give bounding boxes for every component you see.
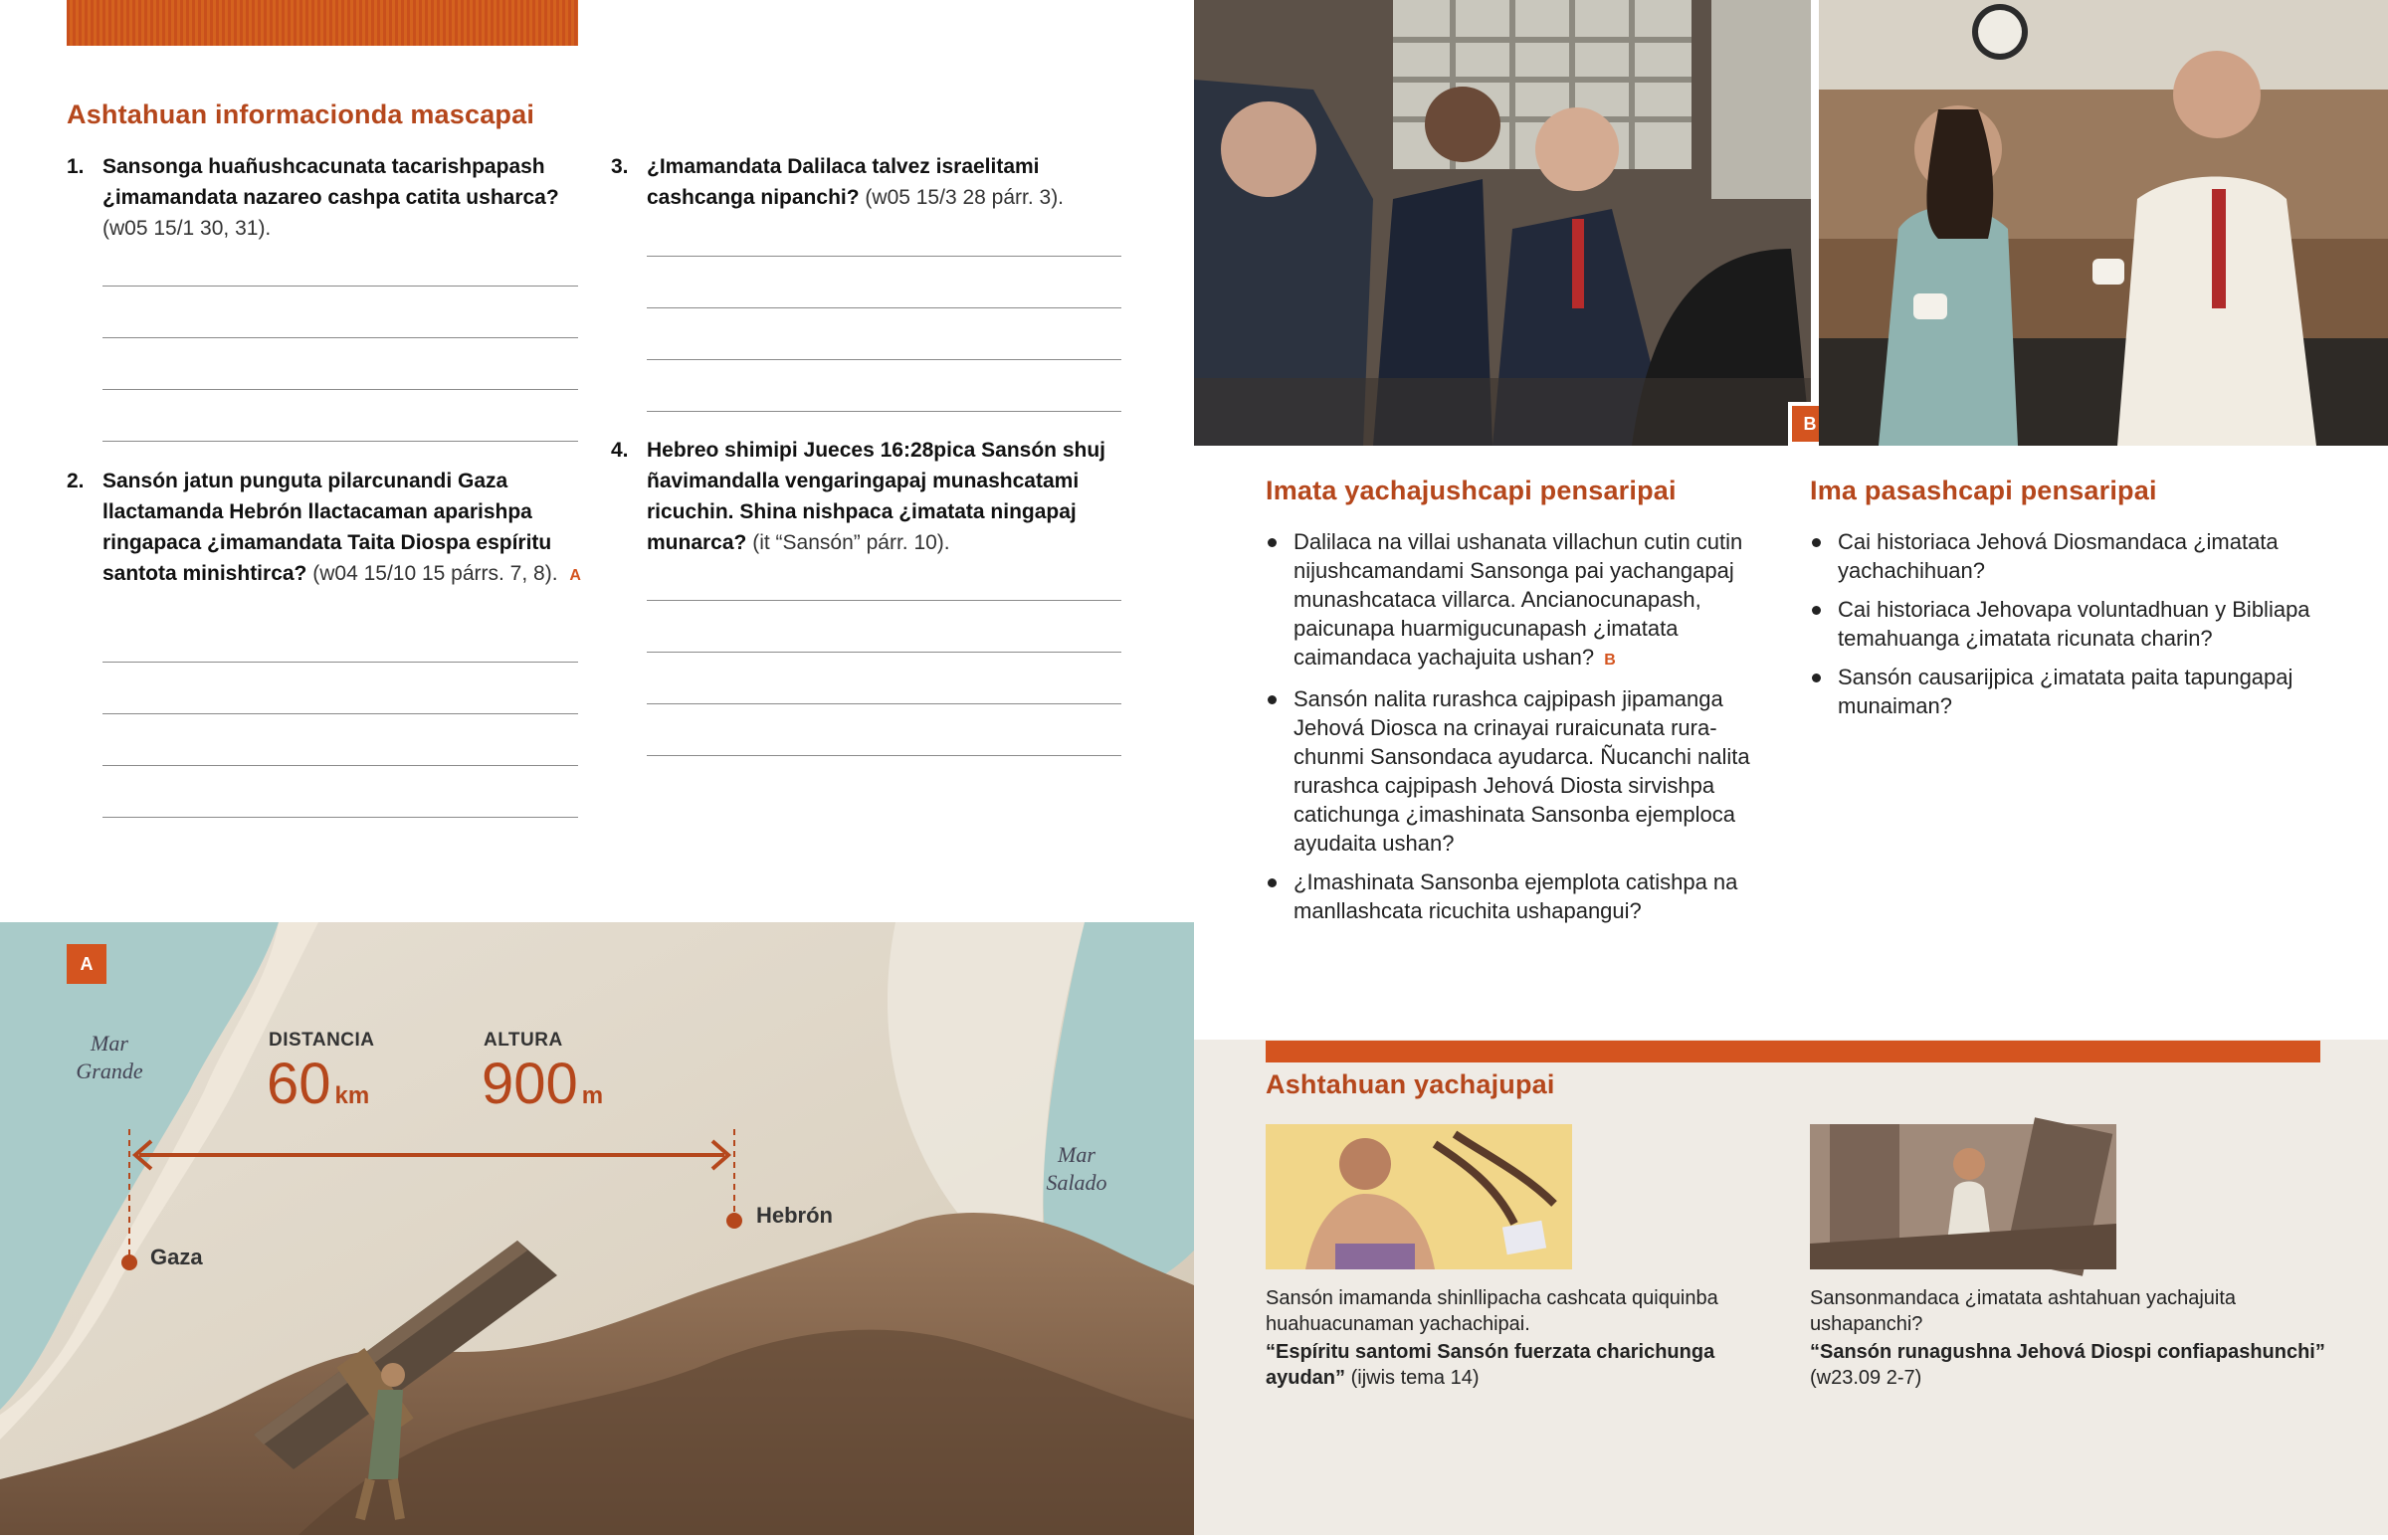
list-item: Cai historiaca Jehovapa voluntadhuan y Bibliapa temahuanga ¿imatata ricunata charin?: [1810, 595, 2327, 653]
answer-line[interactable]: [647, 600, 1121, 601]
altitude-unit: m: [581, 1082, 604, 1109]
figure-ref-badge[interactable]: A: [569, 567, 581, 584]
answer-line[interactable]: [102, 662, 578, 663]
figure-badge-b: B: [1788, 402, 1832, 446]
question-2: [67, 466, 584, 591]
question-number: 2.: [67, 470, 85, 492]
distance-arrow: [0, 922, 1194, 1535]
sea-label-mar-salado: Mar Salado: [1046, 1142, 1107, 1195]
question-text: Hebreo shimipi Jueces 16:28pica Sansón shuj ñavimandalla vengaringapaj munashcatami ricuchin. Shina nishpaca ¿imatata ningapaj munarca?: [647, 439, 1106, 554]
bullet-text: Dalilaca na villai ushanata villachun cutin cutin nijushcamandami Sansonga pai yachangapaj munashcataca villarca. Ancianocunapash, paicunapa huarmigucunapash ¿imatata caimandaca yachajuita ushan?: [1294, 529, 1743, 670]
question-reference: (w04 15/10 15 párrs. 7, 8).: [312, 562, 558, 585]
learn-thumbnail-samson-strength[interactable]: [1266, 1124, 1572, 1269]
answer-line[interactable]: [102, 286, 578, 287]
header-texture-strip: [67, 0, 578, 46]
question-1: [67, 151, 584, 244]
list-item: Sansón causarijpica ¿imatata paita tapungapaj munaiman?: [1810, 663, 2327, 720]
bullet-list-learned: [1266, 527, 1773, 935]
thumbnail-illustration: [1266, 1124, 1572, 1269]
answer-line[interactable]: [647, 256, 1121, 257]
question-text: Sansón jatun punguta pilarcunandi Gaza llactamanda Hebrón llactacaman aparishpa ringapaca ¿imamandata Taita Diospa espíritu santota minishtirca?: [102, 470, 552, 585]
question-number: 1.: [67, 155, 85, 178]
answer-line[interactable]: [102, 389, 578, 390]
question-text: Sansonga huañushcacunata tacarishpapash ¿imamandata nazareo cashpa catita usharca?: [102, 155, 559, 209]
answer-line[interactable]: [102, 765, 578, 766]
question-reference: (it “Sansón” párr. 10).: [752, 531, 950, 554]
list-item: Cai historiaca Jehová Diosmandaca ¿imatata yachachihuan?: [1810, 527, 2327, 585]
question-number: 4.: [611, 439, 629, 462]
learn-thumbnail-samson-temple[interactable]: [1810, 1124, 2116, 1269]
question-reference: (w05 15/1 30, 31).: [102, 217, 272, 240]
answer-line[interactable]: [647, 755, 1121, 756]
answer-line[interactable]: [102, 713, 578, 714]
distance-number: 60: [267, 1052, 331, 1116]
question-number: 3.: [611, 155, 629, 178]
section-heading-learn-more: Ashtahuan yachajupai: [1266, 1069, 1555, 1099]
distance-label: DISTANCIA: [269, 1030, 375, 1051]
altitude-number: 900: [482, 1052, 578, 1116]
list-item: ¿Imashinata Sansonba ejemplota catishpa na manllashcata ricuchita ushapangui?: [1266, 867, 1773, 925]
answer-line[interactable]: [647, 307, 1121, 308]
photo-couple-kitchen: [1819, 0, 2388, 446]
distance-unit: km: [334, 1082, 370, 1109]
city-dot-gaza: [121, 1254, 137, 1270]
learn-item-title-link[interactable]: “Espíritu santomi Sansón fuerzata charichunga ayudan”: [1266, 1341, 1715, 1389]
sea-label-mar-grande: Mar Grande: [76, 1031, 143, 1083]
list-item: [1266, 527, 1773, 674]
answer-line[interactable]: [647, 411, 1121, 412]
learn-item-desc: Sansonmandaca ¿imatata ashtahuan yachajuita ushapanchi?: [1810, 1287, 2237, 1335]
city-label-hebron: Hebrón: [756, 1203, 833, 1228]
section-heading-what-learned: Imata yachajushcapi pensaripai: [1266, 476, 1677, 505]
figure-ref-badge[interactable]: B: [1604, 652, 1616, 669]
answer-line[interactable]: [102, 441, 578, 442]
answer-line[interactable]: [647, 359, 1121, 360]
learn-item-1: [1266, 1285, 1743, 1391]
answer-line[interactable]: [647, 703, 1121, 704]
altitude-label: ALTURA: [484, 1030, 563, 1051]
learn-item-ref: (ijwis tema 14): [1350, 1367, 1480, 1389]
section-heading-what-happened: Ima pasashcapi pensaripai: [1810, 476, 2157, 505]
photo-illustration: [1194, 0, 1811, 446]
city-label-gaza: Gaza: [150, 1245, 203, 1269]
map-figure: [0, 922, 1194, 1535]
figure-badge-a: A: [67, 944, 106, 984]
learn-item-desc: Sansón imamanda shinllipacha cashcata quiquinba huahuacunaman yachachipai.: [1266, 1287, 1718, 1335]
question-4: [611, 435, 1128, 558]
answer-line[interactable]: [102, 817, 578, 818]
list-item: Sansón nalita rurashca cajpipash jipamanga Jehová Diosca na crinayai ruraicunata rurachunmi Sansondaca ayudarca. Ñucanchi nalita rurashca cajpipash Jehová Diosta sirvishpa catichunga ¿imashinata Sansonba ejemploca ayudaita ushan?: [1266, 684, 1773, 858]
section-heading-more-info: Ashtahuan informacionda mascapai: [67, 99, 535, 129]
learn-more-bar: [1266, 1041, 2320, 1062]
bullet-list-happened: [1810, 527, 2327, 730]
answer-line[interactable]: [647, 652, 1121, 653]
photo-elders-meeting: [1194, 0, 1817, 446]
question-reference: (w05 15/3 28 párr. 3).: [865, 186, 1065, 209]
learn-item-title-link[interactable]: “Sansón runagushna Jehová Diospi confiapashunchi”: [1810, 1341, 2325, 1363]
question-3: [611, 151, 1128, 213]
answer-line[interactable]: [102, 337, 578, 338]
thumbnail-illustration: [1810, 1124, 2116, 1269]
city-dot-hebron: [726, 1213, 742, 1229]
learn-item-ref: (w23.09 2-7): [1810, 1367, 1922, 1389]
question-text: ¿Imamandata Dalilaca talvez israelitami cashcanga nipanchi?: [647, 155, 1040, 209]
learn-item-2: [1810, 1285, 2327, 1391]
photo-illustration: [1819, 0, 2388, 446]
